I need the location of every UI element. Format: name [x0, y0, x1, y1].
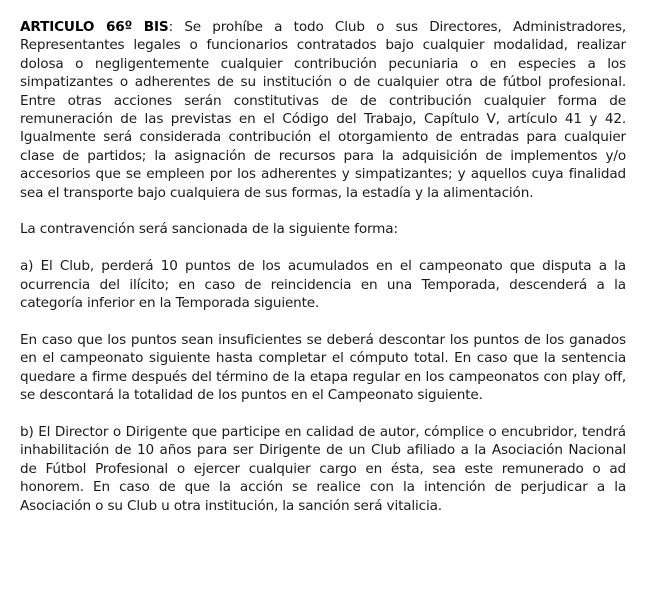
article-intro-paragraph: [20, 18, 626, 202]
article-heading: ARTICULO 66º BIS: [20, 19, 169, 35]
clause-a-paragraph: a) El Club, perderá 10 puntos de los acumulados en el campeonato que disputa a la ocurrencia del ilícito; en caso de reincidencia en una Temporada, descenderá a la categoría inferior en la Temporada siguiente.: [20, 258, 626, 312]
clause-b-paragraph: b) El Director o Dirigente que participe en calidad de autor, cómplice o encubridor, tendrá inhabilitación de 10 años para ser Dirigente de un Club afiliado a la Asociación Nacional de Fútbol Profesional o ejercer cualquier cargo en ésta, sea este remunerado o ad honorem. En caso de que la acción se realice con la intención de perjudicar a la Asociación o su Club u otra institución, la sanción será vitalicia.: [20, 423, 626, 514]
document-body: [20, 18, 626, 515]
clause-a-continuation-paragraph: En caso que los puntos sean insuficientes se deberá descontar los puntos de los ganados en el campeonato siguiente hasta completar el cómputo total. En caso que la sentencia quedare a firme después del término de la etapa regular en los campeonatos con play off, se descontará la totalidad de los puntos en el Campeonato siguiente.: [20, 331, 626, 404]
article-intro-text: Se prohíbe a todo Club o sus Directores, Administradores, Representantes legales o funcionarios contratados bajo cualquier modalidad, realizar dolosa o negligentemente cualquier contribución pecuniaria o en especies a los simpatizantes o adherentes de su institución o de cualquier otra de fútbol profesional. Entre otras acciones serán constitutivas de de contribución cualquier forma de remuneración de las previstas en el Código del Trabajo, Capítulo V, artículo 41 y 42. Igualmente será considerada contribución el otorgamiento de entradas para cualquier clase de partidos; la asignación de recursos para la adquisición de implementos y/o accesorios que se empleen por los adherentes y simpatizantes; y aquellos cuya finalidad sea el transporte bajo cualquiera de sus formas, la estadía y la alimentación.: [20, 19, 626, 201]
article-heading-separator: :: [168, 19, 185, 35]
sanction-intro-paragraph: La contravención será sancionada de la siguiente forma:: [20, 221, 398, 238]
